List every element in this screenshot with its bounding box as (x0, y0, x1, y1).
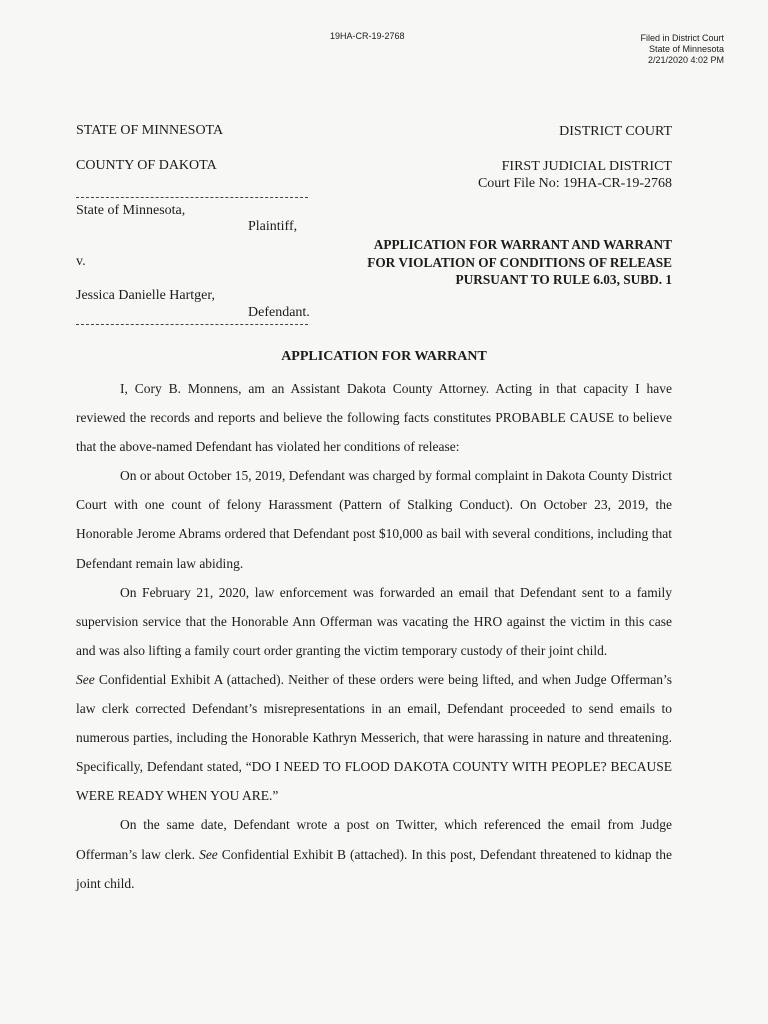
document-title-line: PURSUANT TO RULE 6.03, SUBD. 1 (455, 272, 672, 287)
defendant-name: Jessica Danielle Hartger, (76, 288, 215, 303)
see-signal: See (76, 671, 95, 687)
versus: v. (76, 254, 86, 269)
filing-stamp-line: 2/21/2020 4:02 PM (647, 55, 724, 65)
caption-court: DISTRICT COURT (559, 124, 672, 139)
paragraph-text: On the same date, Defendant wrote a post on Twitter, which referenced the email from Judge Offerman’s law clerk. (76, 817, 672, 862)
caption-divider (76, 324, 308, 325)
document-title-line: APPLICATION FOR WARRANT AND WARRANT (373, 237, 672, 252)
document-title (367, 236, 672, 289)
caption-state: STATE OF MINNESOTA (76, 123, 224, 138)
paragraph: On or about October 15, 2019, Defendant was charged by formal complaint in Dakota County District Court with one count of felony Harassment (Pattern of Stalking Conduct). On October 23, 2019, the Honorable Jerome Abrams ordered that Defendant post $10,000 as bail with several conditions, including that Defendant remain law abiding. (76, 468, 672, 571)
caption-county: COUNTY OF DAKOTA (76, 158, 217, 173)
paragraph (76, 810, 672, 897)
section-heading: APPLICATION FOR WARRANT (281, 349, 487, 364)
header-file-number: 19HA-CR-19-2768 (330, 31, 405, 41)
plaintiff-role: Plaintiff, (248, 219, 298, 234)
plaintiff-name: State of Minnesota, (76, 203, 186, 218)
filing-stamp (640, 33, 724, 66)
paragraph-text: Confidential Exhibit A (attached). Neither of these orders were being lifted, and when Judge Offerman’s law clerk corrected Defendant’s misrepresentations in an email, Defendant proceeded to send emails to numerous parties, including the Honorable Kathryn Messerich, that were harassing in nature and threatening. Specifically, Defendant stated, “DO I NEED TO FLOOD DAKOTA COUNTY WITH PEOPLE? BECAUSE WERE READY WHEN YOU ARE.” (76, 671, 673, 804)
filing-stamp-line: Filed in District Court (640, 33, 724, 43)
caption-divider (76, 197, 308, 198)
defendant-role: Defendant. (248, 305, 310, 320)
paragraph-text: Confidential Exhibit B (attached). In this post, Defendant threatened to kidnap the joint child. (76, 846, 673, 891)
filing-stamp-line: State of Minnesota (648, 44, 724, 54)
see-signal: See (199, 846, 218, 862)
document-body (76, 374, 672, 898)
caption-court-file: Court File No: 19HA-CR-19-2768 (477, 176, 672, 191)
caption-district: FIRST JUDICIAL DISTRICT (501, 159, 672, 174)
paragraph-text: On February 21, 2020, law enforcement was forwarded an email that Defendant sent to a family supervision service that the Honorable Ann Offerman was vacating the HRO against the victim in this case and was also lifting a family court order granting the victim temporary custody of their joint child. (76, 584, 672, 658)
document-title-line: FOR VIOLATION OF CONDITIONS OF RELEASE (367, 254, 672, 270)
paragraph (76, 578, 672, 811)
paragraph: I, Cory B. Monnens, am an Assistant Dakota County Attorney. Acting in that capacity I have reviewed the records and reports and believe the following facts constitutes PROBABLE CAUSE to believe that the above-named Defendant has violated her conditions of release: (76, 381, 672, 455)
